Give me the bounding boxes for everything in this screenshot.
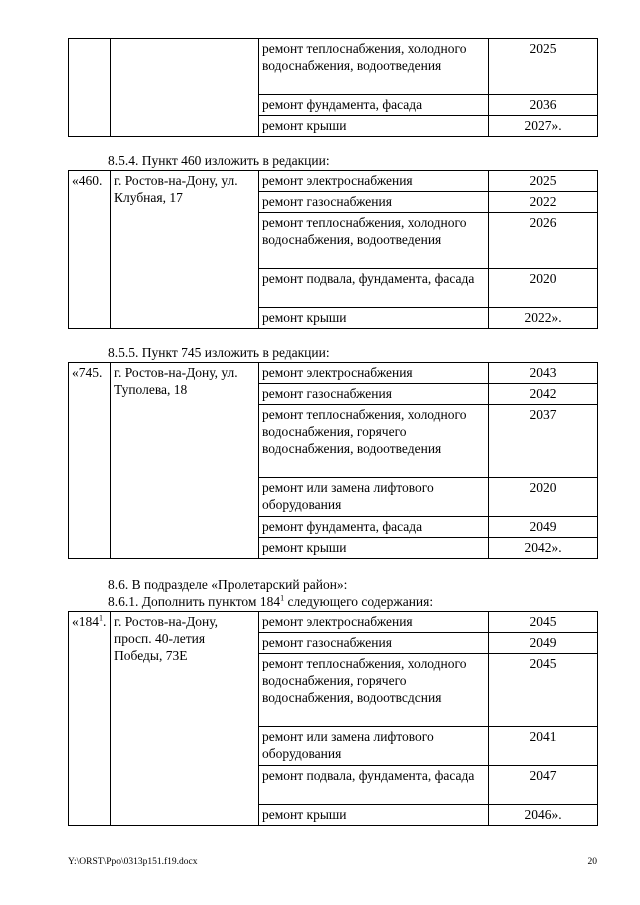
work-cell: ремонт крыши [259, 308, 489, 329]
work-cell: ремонт крыши [259, 116, 489, 137]
item-number: «460. [69, 171, 111, 329]
paragraph-text: 8.6.1. Дополнить пунктом 184 [108, 594, 281, 609]
work-cell: ремонт теплоснабжения, холодного водоснабжения, горячего водоснабжения, водоотведения [259, 405, 489, 478]
table-row [69, 612, 598, 633]
footer-page-number: 20 [587, 857, 597, 867]
work-cell: ремонт электроснабжения [259, 612, 489, 633]
year-cell: 2027». [489, 116, 598, 137]
item-number: «745. [69, 363, 111, 559]
paragraph-8-5-5: 8.5.5. Пункт 745 изложить в редакции: [108, 345, 330, 360]
table-item-460 [68, 170, 598, 329]
year-cell: 2049 [489, 633, 598, 654]
address-cell: г. Ростов-на-Дону, ул. Туполева, 18 [111, 363, 259, 559]
table-row [69, 363, 598, 384]
year-cell: 2049 [489, 517, 598, 538]
item-number-dot: . [103, 614, 107, 629]
year-cell: 2020 [489, 269, 598, 308]
work-cell: ремонт крыши [259, 538, 489, 559]
paragraph-8-6-1 [108, 593, 433, 610]
year-cell: 2042 [489, 384, 598, 405]
table-continuation [68, 38, 598, 137]
year-cell: 2043 [489, 363, 598, 384]
address-cell: г. Ростов-на-Дону, ул. Клубная, 17 [111, 171, 259, 329]
paragraph-text: следующего содержания: [284, 594, 434, 609]
superscript: 1 [99, 613, 103, 623]
year-cell: 2047 [489, 766, 598, 805]
year-cell: 2026 [489, 213, 598, 269]
work-cell: ремонт крыши [259, 805, 489, 826]
paragraph-8-6: 8.6. В подразделе «Пролетарский район»: [108, 577, 348, 592]
work-cell: ремонт газоснабжения [259, 384, 489, 405]
paragraph-8-5-4: 8.5.4. Пункт 460 изложить в редакции: [108, 153, 330, 168]
work-cell: ремонт теплоснабжения, холодного водоснабжения, водоотведения [259, 39, 489, 95]
year-cell: 2042». [489, 538, 598, 559]
address-cell: г. Ростов-на-Дону, просп. 40-летия Победы, 73Е [111, 612, 259, 826]
work-cell: ремонт подвала, фундамента, фасада [259, 269, 489, 308]
item-number-text: «184 [72, 614, 99, 629]
work-cell: ремонт газоснабжения [259, 633, 489, 654]
table-item-745 [68, 362, 598, 559]
work-cell: ремонт или замена лифтового оборудования [259, 478, 489, 517]
item-number [69, 612, 111, 826]
address-cell [111, 39, 259, 137]
work-cell: ремонт электроснабжения [259, 171, 489, 192]
work-cell: ремонт подвала, фундамента, фасада [259, 766, 489, 805]
year-cell: 2037 [489, 405, 598, 478]
table-item-184-1 [68, 611, 598, 826]
year-cell: 2022». [489, 308, 598, 329]
year-cell: 2020 [489, 478, 598, 517]
year-cell: 2025 [489, 39, 598, 95]
num-cell [69, 39, 111, 137]
year-cell: 2025 [489, 171, 598, 192]
year-cell: 2041 [489, 727, 598, 766]
year-cell: 2045 [489, 654, 598, 727]
work-cell: ремонт газоснабжения [259, 192, 489, 213]
footer-file-path: Y:\ORST\Ppo\0313p151.f19.docx [68, 857, 198, 867]
work-cell: ремонт теплоснабжения, холодного водоснабжения, водоотведения [259, 213, 489, 269]
work-cell: ремонт электроснабжения [259, 363, 489, 384]
work-cell: ремонт фундамента, фасада [259, 95, 489, 116]
year-cell: 2022 [489, 192, 598, 213]
work-cell: ремонт теплоснабжения, холодного водоснабжения, горячего водоснабжения, водоотвсдсния [259, 654, 489, 727]
year-cell: 2036 [489, 95, 598, 116]
work-cell: ремонт или замена лифтового оборудования [259, 727, 489, 766]
year-cell: 2046». [489, 805, 598, 826]
work-cell: ремонт фундамента, фасада [259, 517, 489, 538]
table-row [69, 171, 598, 192]
table-row [69, 39, 598, 95]
superscript: 1 [280, 593, 285, 603]
year-cell: 2045 [489, 612, 598, 633]
